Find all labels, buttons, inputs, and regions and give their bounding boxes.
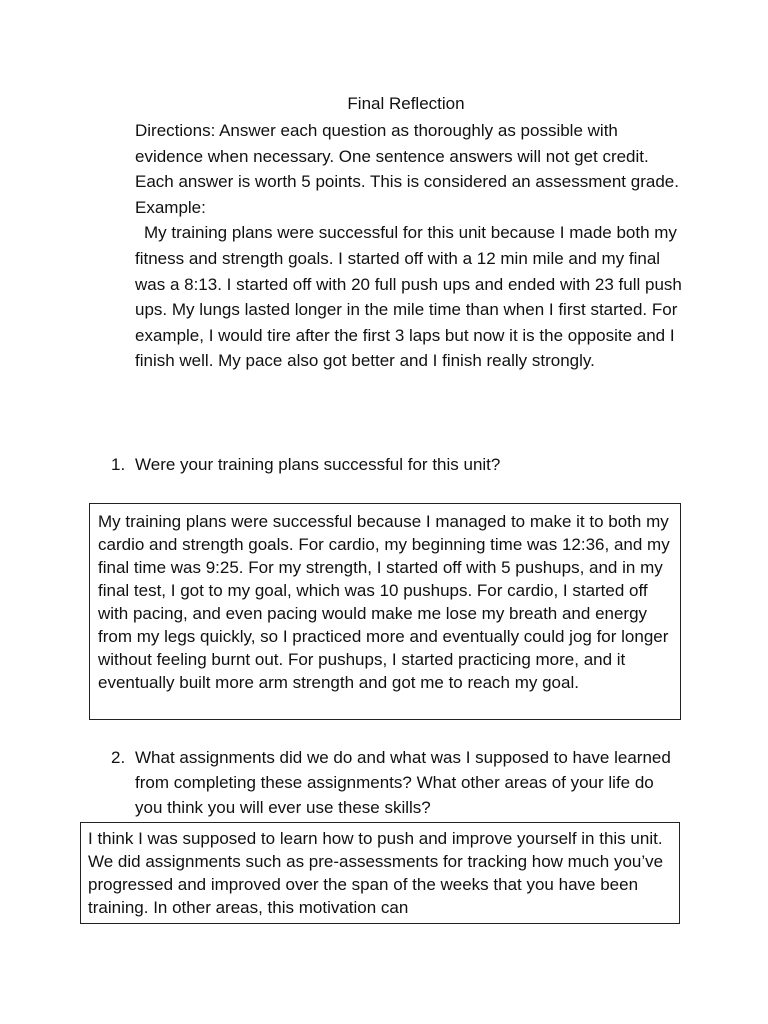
- answer-2-box[interactable]: [80, 822, 680, 924]
- answer-2-text: I think I was supposed to learn how to push and improve yourself in this unit. We did assignments such as pre-assessments for tracking how much you’ve progressed and improved over the span of the weeks that you have been training. In other areas, this motivation can: [88, 829, 664, 917]
- answer-1-text: My training plans were successful because I managed to make it to both my cardio and strength goals. For cardio, my beginning time was 12:36, and my final time was 9:25. For my strength, I started off with 5 pushups, and in my final test, I got to my goal, which was 10 pushups. For cardio, I started off with pacing, and even pacing would make me lose my breath and energy from my legs quickly, so I practiced more and eventually could jog for longer without feeling burnt out. For pushups, I started practicing more, and it eventually built more arm strength and got me to reach my goal.: [98, 512, 670, 692]
- question-2: [111, 745, 675, 820]
- example-label: Example:: [135, 197, 206, 217]
- question-1-number: 1.: [111, 455, 126, 474]
- question-2-text: What assignments did we do and what was I supposed to have learned from completing these assignments? What other areas of your life do you think you will ever use these skills?: [135, 748, 671, 817]
- question-1-text: Were your training plans successful for this unit?: [135, 455, 501, 474]
- directions-text: Directions: Answer each question as thoroughly as possible with evidence when necessary. One sentence answers will not get credit. Each answer is worth 5 points. This is considered an assessment grade.: [135, 121, 679, 192]
- question-2-number: 2.: [111, 748, 126, 767]
- example-text: My training plans were successful for this unit because I made both my fitness and strength goals. I started off with a 12 min mile and my final was a 8:13. I started off with 20 full push ups and ended with 23 full push ups. My lungs lasted longer in the mile time than when I first started. For example, I would tire after the first 3 laps but now it is the opposite and I finish well. My pace also got better and I finish really strongly.: [135, 223, 682, 371]
- answer-1-box[interactable]: [89, 503, 681, 720]
- instructions-section: [135, 118, 683, 374]
- question-1: [111, 452, 655, 477]
- page-title: Final Reflection: [347, 94, 465, 113]
